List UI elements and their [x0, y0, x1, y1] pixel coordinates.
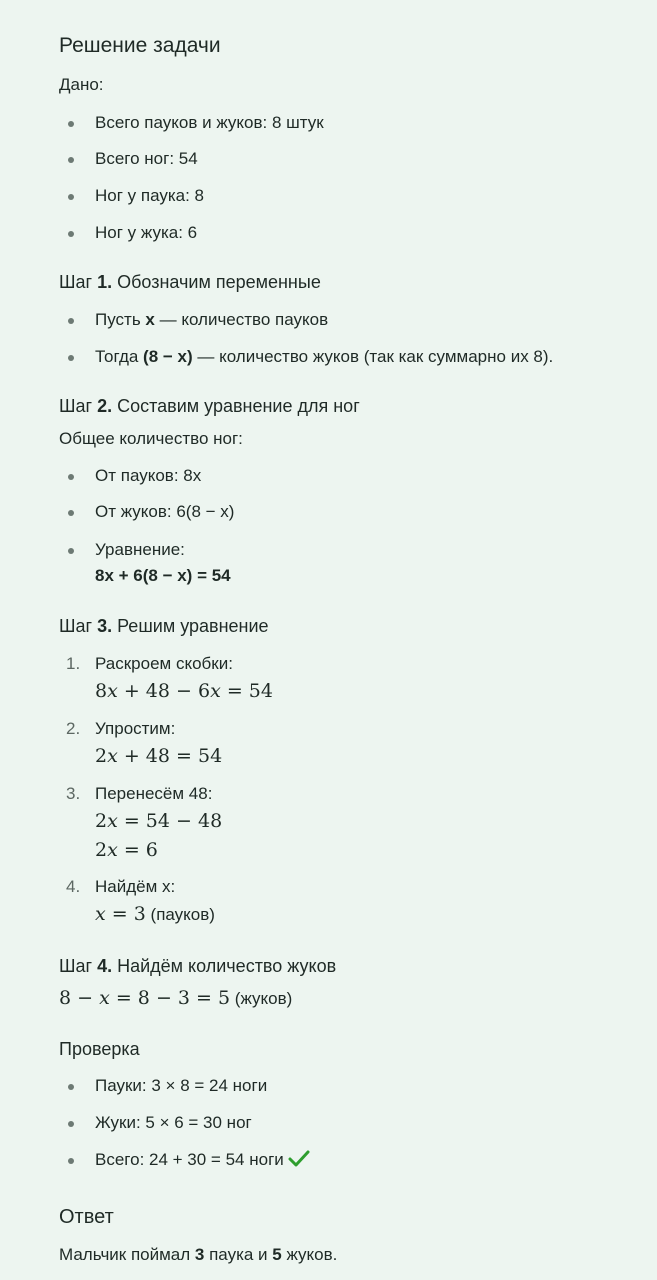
check-heading: Проверка — [59, 1039, 140, 1059]
list-item: От жуков: 6(8 − x) — [95, 502, 235, 521]
math-line: 2x + 48 = 54 — [95, 745, 223, 767]
ordered-item: 2. Упростим: — [66, 719, 176, 738]
step-1-heading: Шаг 1. Обозначим переменные — [59, 272, 321, 292]
ordered-item: 4. Найдём x: — [66, 877, 176, 896]
step-4-heading: Шаг 4. Найдём количество жуков — [59, 956, 337, 976]
checkmark-icon — [288, 1150, 310, 1173]
list-item: Жуки: 5 × 6 = 30 ног — [95, 1113, 252, 1132]
equation: 8x + 6(8 − x) = 54 — [95, 566, 231, 585]
ordered-item: 1. Раскроем скобки: — [66, 654, 233, 673]
answer-heading: Ответ — [59, 1206, 114, 1228]
list-item: Ног у жука: 6 — [95, 223, 198, 242]
step-2-intro: Общее количество ног: — [59, 429, 243, 448]
ordered-item: 3. Перенесём 48: — [66, 784, 213, 803]
list-item: Всего: 24 + 30 = 54 ноги — [95, 1150, 310, 1173]
list-item: Пауки: 3 × 8 = 24 ноги — [95, 1076, 268, 1095]
list-item: Пусть x — количество пауков — [95, 310, 329, 329]
list-item: Всего ног: 54 — [95, 149, 198, 168]
list-item: От пауков: 8x — [95, 466, 202, 485]
page-title: Решение задачи — [59, 34, 221, 57]
step-3-heading: Шаг 3. Решим уравнение — [59, 616, 269, 636]
math-line: x = 3 (пауков) — [95, 903, 215, 925]
list-item: Тогда (8 − x) — количество жуков (так как суммарно их 8). — [95, 347, 554, 366]
math-line: 2x = 54 − 48 — [95, 810, 223, 832]
math-line: 2x = 6 — [95, 839, 158, 861]
given-label: Дано: — [59, 75, 104, 94]
list-item: Ног у паука: 8 — [95, 186, 205, 205]
math-line: 8 − x = 8 − 3 = 5 (жуков) — [59, 987, 293, 1009]
step-2-heading: Шаг 2. Составим уравнение для ног — [59, 396, 360, 416]
list-item: Уравнение: — [95, 540, 185, 559]
answer-text: Мальчик поймал 3 паука и 5 жуков. — [59, 1245, 338, 1264]
math-line: 8x + 48 − 6x = 54 — [95, 680, 273, 702]
list-item: Всего пауков и жуков: 8 штук — [95, 113, 324, 132]
